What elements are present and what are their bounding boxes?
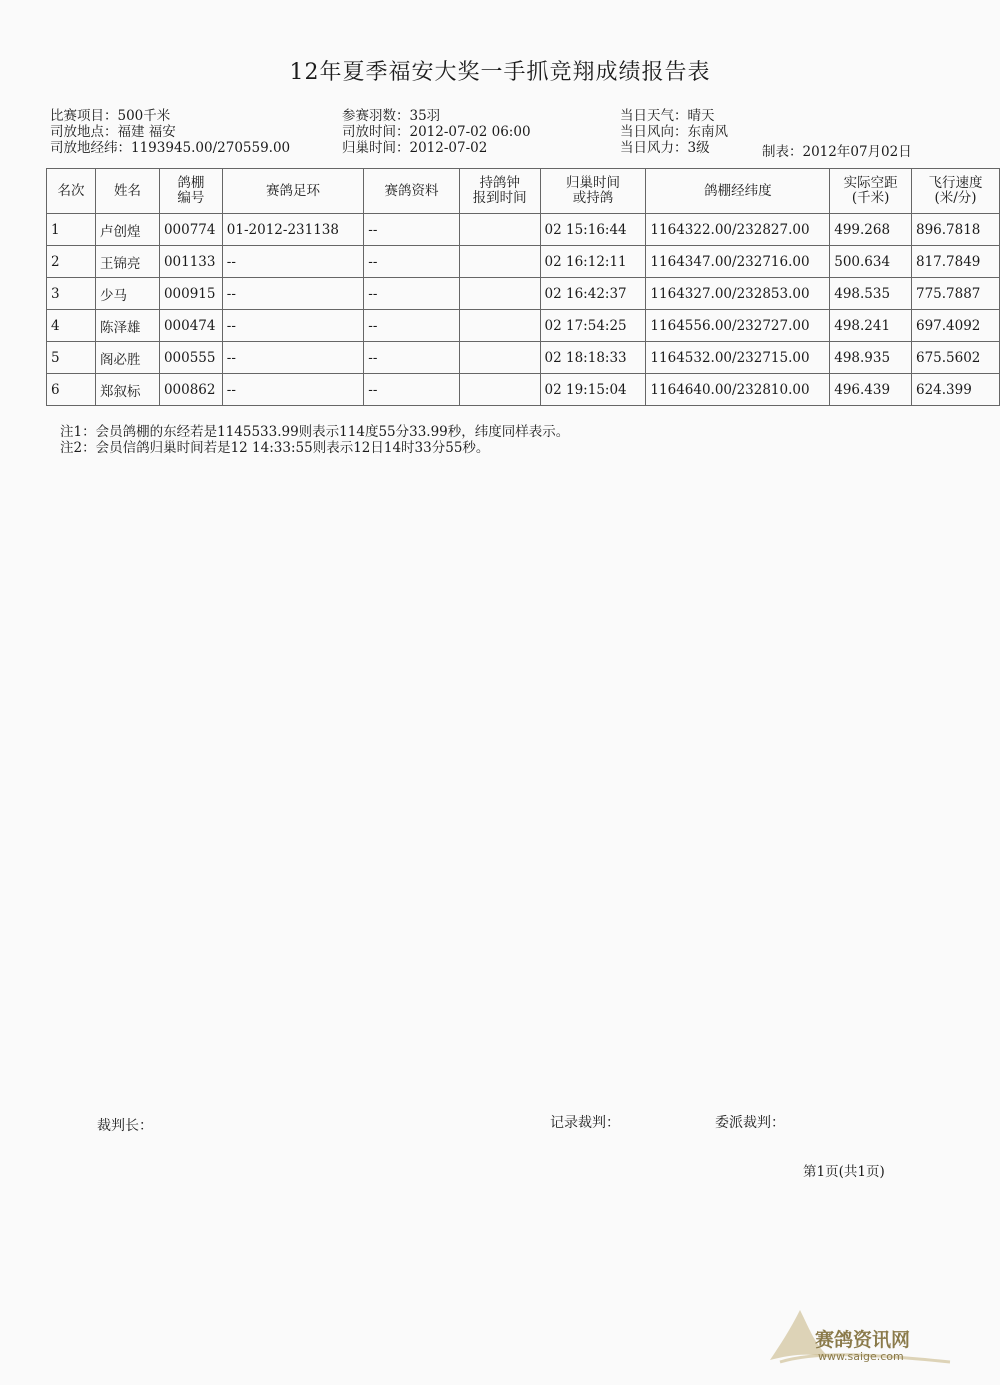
cell-info: -- bbox=[364, 246, 460, 278]
cell-name: 陈泽雄 bbox=[96, 310, 160, 342]
cell-ring: -- bbox=[222, 278, 363, 310]
recorder-referee-signature: 记录裁判： bbox=[550, 1115, 620, 1131]
cell-return-time: 02 19:15:04 bbox=[540, 374, 646, 406]
release-place-info: 司放地点：福建 福安 bbox=[50, 124, 176, 140]
cell-name: 卢创煌 bbox=[96, 214, 160, 246]
header-clock-time: 持鸽钟 报到时间 bbox=[459, 169, 540, 214]
cell-return-time: 02 17:54:25 bbox=[540, 310, 646, 342]
header-rank: 名次 bbox=[47, 169, 96, 214]
cell-loft-coords: 1164532.00/232715.00 bbox=[646, 342, 830, 374]
cell-loft-coords: 1164327.00/232853.00 bbox=[646, 278, 830, 310]
table-row bbox=[47, 214, 1000, 246]
weather-info: 当日天气：晴天 bbox=[620, 108, 715, 124]
table-row bbox=[47, 342, 1000, 374]
cell-distance: 498.241 bbox=[830, 310, 912, 342]
cell-loft-coords: 1164347.00/232716.00 bbox=[646, 246, 830, 278]
watermark-url: www.saige.com bbox=[818, 1350, 904, 1363]
header-loft-coords: 鸽棚经纬度 bbox=[646, 169, 830, 214]
cell-distance: 496.439 bbox=[830, 374, 912, 406]
cell-ring: -- bbox=[222, 310, 363, 342]
table-row bbox=[47, 278, 1000, 310]
cell-distance: 499.268 bbox=[830, 214, 912, 246]
delegate-referee-signature: 委派裁判： bbox=[715, 1115, 785, 1131]
info-column-left bbox=[50, 108, 290, 156]
header-ring: 赛鸽足环 bbox=[222, 169, 363, 214]
cell-rank: 2 bbox=[47, 246, 96, 278]
cell-info: -- bbox=[364, 278, 460, 310]
event-info: 比赛项目：500千米 bbox=[50, 108, 171, 124]
cell-info: -- bbox=[364, 342, 460, 374]
cell-rank: 1 bbox=[47, 214, 96, 246]
cell-loft-id: 000862 bbox=[159, 374, 222, 406]
release-coords-info: 司放地经纬：1193945.00/270559.00 bbox=[50, 140, 291, 156]
cell-clock-time bbox=[459, 374, 540, 406]
table-row bbox=[47, 374, 1000, 406]
header-distance: 实际空距 (千米) bbox=[830, 169, 912, 214]
header-info: 赛鸽资料 bbox=[364, 169, 460, 214]
cell-loft-id: 000774 bbox=[159, 214, 222, 246]
cell-speed: 624.399 bbox=[911, 374, 999, 406]
entries-info: 参赛羽数：35羽 bbox=[342, 108, 441, 124]
cell-rank: 6 bbox=[47, 374, 96, 406]
cell-rank: 5 bbox=[47, 342, 96, 374]
cell-return-time: 02 18:18:33 bbox=[540, 342, 646, 374]
cell-rank: 4 bbox=[47, 310, 96, 342]
cell-name: 郑叙标 bbox=[96, 374, 160, 406]
return-time-info: 归巢时间：2012-07-02 bbox=[342, 140, 488, 156]
cell-loft-id: 001133 bbox=[159, 246, 222, 278]
cell-loft-coords: 1164640.00/232810.00 bbox=[646, 374, 830, 406]
cell-distance: 498.935 bbox=[830, 342, 912, 374]
cell-clock-time bbox=[459, 310, 540, 342]
cell-name: 王锦亮 bbox=[96, 246, 160, 278]
cell-name: 阁必胜 bbox=[96, 342, 160, 374]
cell-ring: -- bbox=[222, 342, 363, 374]
page-number: 第1页(共1页) bbox=[803, 1164, 885, 1180]
cell-ring: -- bbox=[222, 374, 363, 406]
note-1: 注1：会员鸽棚的东经若是1145533.99则表示114度55分33.99秒，纬度同样表示。 bbox=[60, 424, 570, 440]
wind-force-info: 当日风力：3级 bbox=[620, 140, 710, 156]
header-speed: 飞行速度 (米/分) bbox=[911, 169, 999, 214]
cell-loft-coords: 1164322.00/232827.00 bbox=[646, 214, 830, 246]
table-row bbox=[47, 310, 1000, 342]
cell-loft-id: 000474 bbox=[159, 310, 222, 342]
cell-return-time: 02 15:16:44 bbox=[540, 214, 646, 246]
page-title: 12年夏季福安大奖一手抓竞翔成绩报告表 bbox=[289, 60, 711, 85]
cell-info: -- bbox=[364, 214, 460, 246]
cell-clock-time bbox=[459, 278, 540, 310]
cell-info: -- bbox=[364, 374, 460, 406]
cell-name: 少马 bbox=[96, 278, 160, 310]
cell-loft-coords: 1164556.00/232727.00 bbox=[646, 310, 830, 342]
cell-speed: 775.7887 bbox=[911, 278, 999, 310]
cell-ring: -- bbox=[222, 246, 363, 278]
wind-direction-info: 当日风向：东南风 bbox=[620, 124, 728, 140]
cell-ring: 01-2012-231138 bbox=[222, 214, 363, 246]
cell-clock-time bbox=[459, 246, 540, 278]
cell-clock-time bbox=[459, 214, 540, 246]
cell-info: -- bbox=[364, 310, 460, 342]
cell-distance: 500.634 bbox=[830, 246, 912, 278]
notes bbox=[60, 424, 569, 456]
cell-return-time: 02 16:12:11 bbox=[540, 246, 646, 278]
cell-speed: 675.5602 bbox=[911, 342, 999, 374]
cell-speed: 817.7849 bbox=[911, 246, 999, 278]
cell-distance: 498.535 bbox=[830, 278, 912, 310]
cell-speed: 896.7818 bbox=[911, 214, 999, 246]
info-column-right bbox=[620, 108, 728, 156]
chief-referee-signature: 裁判长： bbox=[97, 1118, 153, 1134]
header-name: 姓名 bbox=[96, 169, 160, 214]
results-table-body bbox=[47, 214, 1000, 406]
info-column-middle bbox=[342, 108, 531, 156]
watermark-text: 赛鸽资讯网 bbox=[815, 1329, 911, 1351]
release-time-info: 司放时间：2012-07-02 06:00 bbox=[342, 124, 531, 140]
header-return-time: 归巢时间 或持鸽 bbox=[540, 169, 646, 214]
header-loft-id: 鸽棚 编号 bbox=[159, 169, 222, 214]
cell-return-time: 02 16:42:37 bbox=[540, 278, 646, 310]
cell-rank: 3 bbox=[47, 278, 96, 310]
table-header-row bbox=[47, 169, 1000, 214]
note-2: 注2：会员信鸽归巢时间若是12 14:33:55则表示12日14时33分55秒。 bbox=[60, 440, 490, 456]
results-table bbox=[46, 168, 1000, 406]
cell-loft-id: 000555 bbox=[159, 342, 222, 374]
cell-clock-time bbox=[459, 342, 540, 374]
made-date-info: 制表：2012年07月02日 bbox=[762, 144, 912, 160]
table-row bbox=[47, 246, 1000, 278]
cell-speed: 697.4092 bbox=[911, 310, 999, 342]
cell-loft-id: 000915 bbox=[159, 278, 222, 310]
